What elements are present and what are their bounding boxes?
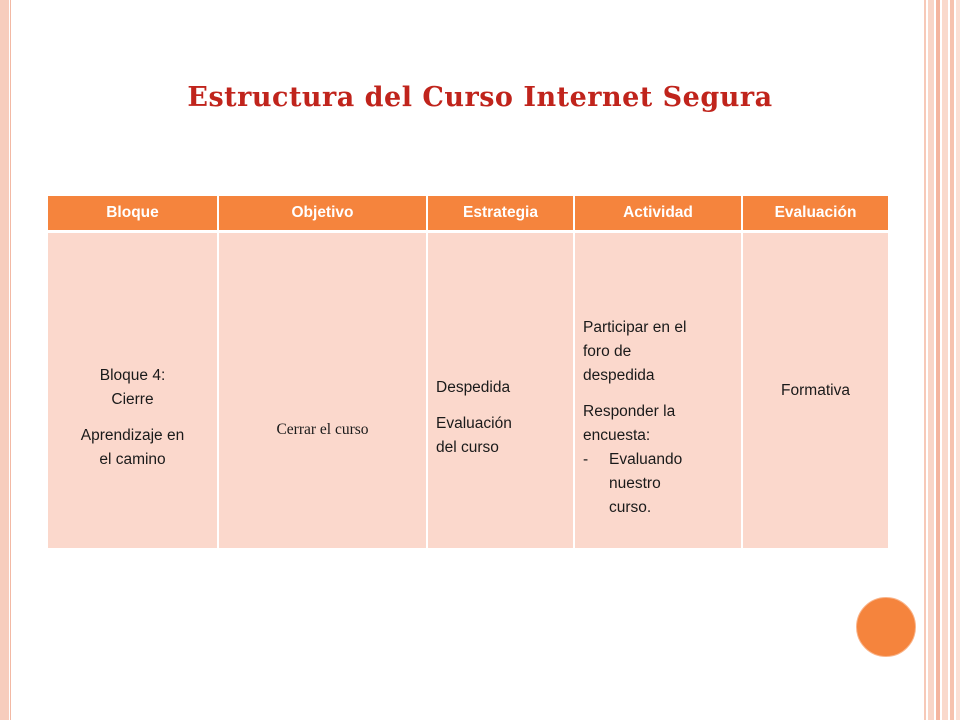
cell-estrategia: [427, 232, 574, 549]
table-row: [48, 232, 888, 549]
decorative-orange-circle: [856, 597, 916, 657]
cell-bloque: [48, 232, 218, 549]
header-bloque: Bloque: [48, 196, 218, 232]
bloque-line: Bloque 4:: [99, 366, 166, 384]
cell-actividad: [574, 232, 742, 549]
actividad-line: encuesta:: [583, 426, 651, 444]
cell-evaluacion: [742, 232, 888, 549]
header-actividad: Actividad: [574, 196, 742, 232]
header-evaluacion: Evaluación: [742, 196, 888, 232]
actividad-line: Responder la: [583, 402, 676, 420]
list-item-text: [609, 448, 682, 520]
list-line: Evaluando: [609, 450, 683, 468]
actividad-line: despedida: [583, 366, 655, 384]
estrategia-line: del curso: [436, 438, 499, 456]
actividad-line: foro de: [583, 342, 632, 360]
actividad-list-item: [583, 448, 733, 520]
bloque-line: Cierre: [111, 390, 154, 408]
course-structure-table: [48, 196, 888, 548]
bloque-line: Aprendizaje en: [80, 426, 185, 444]
bloque-line: el camino: [99, 450, 166, 468]
list-line: nuestro: [609, 474, 661, 492]
estrategia-line: Evaluación: [436, 414, 512, 432]
objetivo-text: Cerrar el curso: [276, 421, 369, 438]
list-dash: -: [583, 450, 589, 468]
slide-title: Estructura del Curso Internet Segura: [187, 82, 773, 113]
cell-objetivo: [218, 232, 427, 549]
estrategia-line: Despedida: [436, 378, 511, 396]
evaluacion-text: Formativa: [781, 381, 850, 399]
header-estrategia: Estrategia: [427, 196, 574, 232]
table-header-row: [48, 196, 888, 232]
list-line: curso.: [609, 498, 652, 516]
actividad-line: Participar en el: [583, 318, 687, 336]
header-objetivo: Objetivo: [218, 196, 427, 232]
